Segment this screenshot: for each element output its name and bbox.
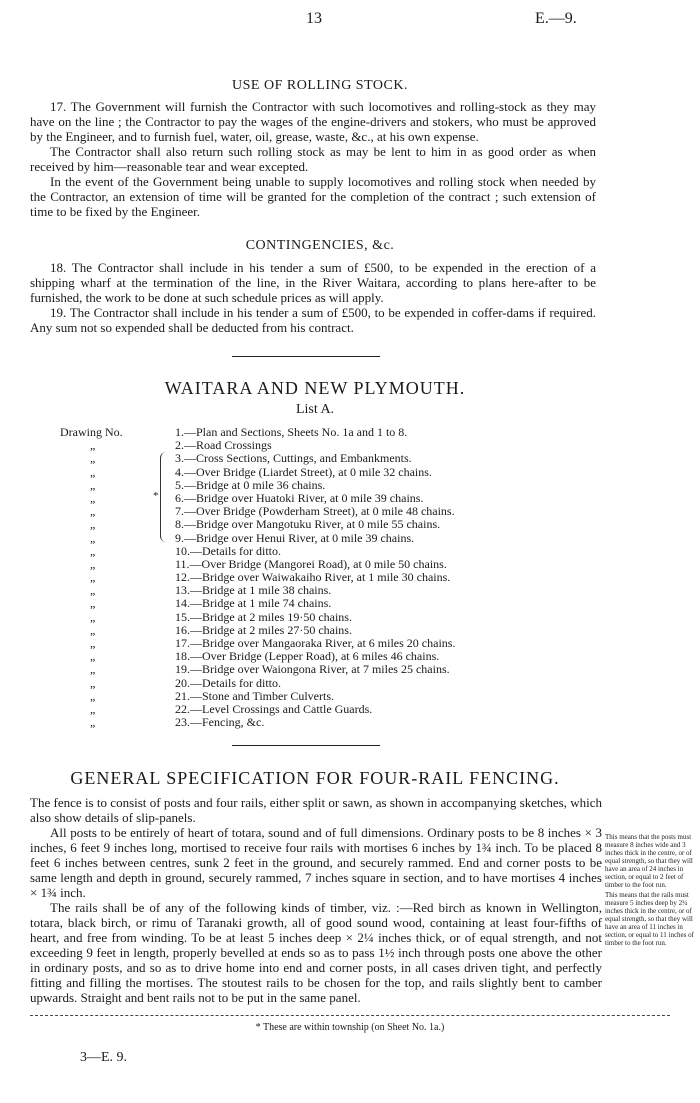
ditto-mark: „ [90, 583, 96, 598]
drawing-item-text: 20.—Details for ditto. [175, 675, 281, 690]
drawing-item-text: 11.—Over Bridge (Mangorei Road), at 0 mile 50 chains. [175, 556, 447, 571]
ditto-mark: „ [90, 490, 96, 505]
ditto-mark: „ [90, 701, 96, 716]
list-a-subtitle: List A. [295, 402, 335, 417]
page-number: 13 [306, 10, 322, 27]
side-note-rails: This means that the rails must measure 5 inches deep by 2¼ inches thick in the centre, or of equal strength, so that they will have an area of 11 inches in section, or equal to 11 inches of timber to the foot run. [605, 891, 694, 947]
ditto-mark: „ [90, 438, 96, 453]
clause-19: 19. The Contractor shall include in his tender a sum of £500, to be expended in coffer-dams if required. Any sum not so expended shall be deducted from his contract. [30, 305, 596, 335]
ditto-mark: „ [90, 477, 96, 492]
side-notes [605, 833, 697, 949]
drawing-item-text: 21.—Stone and Timber Culverts. [175, 688, 335, 703]
ditto-mark: „ [90, 451, 96, 466]
ditto-mark: „ [90, 517, 96, 532]
ditto-mark: „ [90, 504, 96, 519]
drawing-item-text: 14.—Bridge at 1 mile 74 chains. [175, 596, 332, 611]
ditto-mark: „ [90, 530, 96, 545]
drawing-no-label: Drawing No. [60, 425, 123, 439]
drawing-item-text: 6.—Bridge over Huatoki River, at 0 mile 39 chains. [175, 490, 424, 505]
rolling-stock-return: The Contractor shall also return such rolling stock as may be lent to him in as good order as when received by him—reasonable tear and wear excepted. [30, 144, 596, 174]
ditto-mark: „ [90, 675, 96, 690]
drawing-item-text: 8.—Bridge over Mangotuku River, at 0 mile 55 chains. [175, 517, 441, 532]
ditto-mark: „ [90, 596, 96, 611]
fencing-posts: All posts to be entirely of heart of totara, sound and of full dimensions. Ordinary posts to be 8 inches × 3 inches, 6 feet 9 inches long, mortised to receive four rails with mortises 6 inches by 1¾ inch. To be placed 8 feet 6 inches between centres, sunk 2 feet in the ground, and securely rammed. End and corner posts to be same length and depth in ground, securely rammed, 7 inches square in section, and to have mortises 4 inches × 1¾ inch. [30, 825, 602, 900]
contingencies-heading: CONTINGENCIES, &c. [245, 238, 395, 253]
drawing-item-text: 1.—Plan and Sections, Sheets No. 1a and 1 to 8. [175, 425, 408, 439]
drawing-item-text: 10.—Details for ditto. [175, 543, 281, 558]
waitara-title: WAITARA AND NEW PLYMOUTH. [164, 378, 466, 398]
drawing-item-text: 18.—Over Bridge (Lepper Road), at 6 miles 46 chains. [175, 649, 440, 664]
fencing-section [30, 795, 602, 1005]
drawing-list-item [60, 716, 455, 729]
drawing-item-text: 7.—Over Bridge (Powderham Street), at 0 mile 48 chains. [175, 504, 455, 519]
drawing-list [60, 426, 455, 729]
drawing-item-text: 22.—Level Crossings and Cattle Guards. [175, 701, 373, 716]
drawing-item-text: 4.—Over Bridge (Liardet Street), at 0 mile 32 chains. [175, 464, 432, 479]
ditto-mark: „ [90, 570, 96, 585]
ditto-mark: „ [90, 609, 96, 624]
drawing-item-text: 5.—Bridge at 0 mile 36 chains. [175, 477, 326, 492]
township-brace [160, 452, 169, 542]
drawing-item-text: 15.—Bridge at 2 miles 19·50 chains. [175, 609, 352, 624]
drawing-item-text: 23.—Fencing, &c. [175, 715, 265, 730]
signature: 3—E. 9. [80, 1050, 128, 1065]
section-divider-2 [232, 745, 380, 746]
drawing-item-text: 19.—Bridge over Waiongona River, at 7 miles 25 chains. [175, 662, 450, 677]
rolling-stock-section [30, 99, 596, 219]
ditto-mark: „ [90, 649, 96, 664]
clause-17: 17. The Government will furnish the Contractor with such locomotives and rolling-stock as they may have on the line ; the Contractor to pay the wages of the engine-drivers and stokers, who must be approved by the Engineer, and to furnish fuel, water, oil, grease, waste, &c., at his own expense. [30, 99, 596, 144]
side-note-posts: This means that the posts must measure 8 inches wide and 3 inches thick in the centre, or of equal strength, so that they will have an area of 24 inches in section, or equal to 2 feet of timber to the foot run. [605, 833, 693, 889]
rolling-stock-extension: In the event of the Government being unable to supply locomotives and rolling stock when needed by the Contractor, an extension of time will be granted for the completion of the contract ; such extension of time to be fixed by the Engineer. [30, 174, 596, 219]
ditto-mark: „ [90, 636, 96, 650]
footnote: * These are within township (on Sheet No. 1a.) [255, 1022, 445, 1033]
clause-18: 18. The Contractor shall include in his tender a sum of £500, to be expended in the erection of a shipping wharf at the termination of the line, in the River Waitara, according to plans here-after to be furnished, the work to be done at such schedule prices as will apply. [30, 260, 596, 305]
drawing-item-text: 9.—Bridge over Henui River, at 0 mile 39 chains. [175, 530, 415, 545]
drawing-item-text: 2.—Road Crossings [175, 438, 272, 453]
drawing-item-text: 17.—Bridge over Mangaoraka River, at 6 miles 20 chains. [175, 636, 456, 650]
drawing-item-text: 3.—Cross Sections, Cuttings, and Embankments. [175, 451, 412, 466]
fencing-title: GENERAL SPECIFICATION FOR FOUR-RAIL FENCING. [70, 768, 560, 788]
ditto-mark: „ [90, 662, 96, 677]
township-star: * [153, 490, 159, 502]
rolling-stock-heading: USE OF ROLLING STOCK. [232, 78, 408, 93]
ditto-mark: „ [90, 715, 96, 730]
drawing-item-text: 13.—Bridge at 1 mile 38 chains. [175, 583, 332, 598]
fencing-intro: The fence is to consist of posts and four rails, either split or sawn, as shown in accompanying sketches, which also show details of slip-panels. [30, 795, 602, 825]
drawing-item-text: 16.—Bridge at 2 miles 27·50 chains. [175, 622, 352, 637]
fencing-rails: The rails shall be of any of the following kinds of timber, viz. :—Red birch as known in Wellington, totara, black birch, or rimu of Taranaki growth, all of good sound wood, containing at least four-fifths of heart, and free from winding. To be at least 5 inches deep × 2¼ inches thick, or of equal strength, and not exceeding 9 feet in length, properly bevelled at ends so as to pass 1½ inch through posts one above the other in ordinary posts, and so as to drive home into end and corner posts, in all cases driven tight, and perfectly fitting and filling the mortises. The stoutest rails to be chosen for the top, and rails slightly bent to camber upwards. Straight and bent rails not to be put in the same panel. [30, 900, 602, 1005]
ditto-mark: „ [90, 688, 96, 703]
drawing-item-text: 12.—Bridge over Waiwakaiho River, at 1 mile 30 chains. [175, 570, 451, 585]
ditto-mark: „ [90, 556, 96, 571]
contingencies-section [30, 260, 596, 335]
ditto-mark: „ [90, 543, 96, 558]
ditto-mark: „ [90, 464, 96, 479]
page-reference: E.—9. [535, 10, 577, 27]
footnote-rule [30, 1015, 670, 1016]
ditto-mark: „ [90, 622, 96, 637]
section-divider [232, 356, 380, 357]
